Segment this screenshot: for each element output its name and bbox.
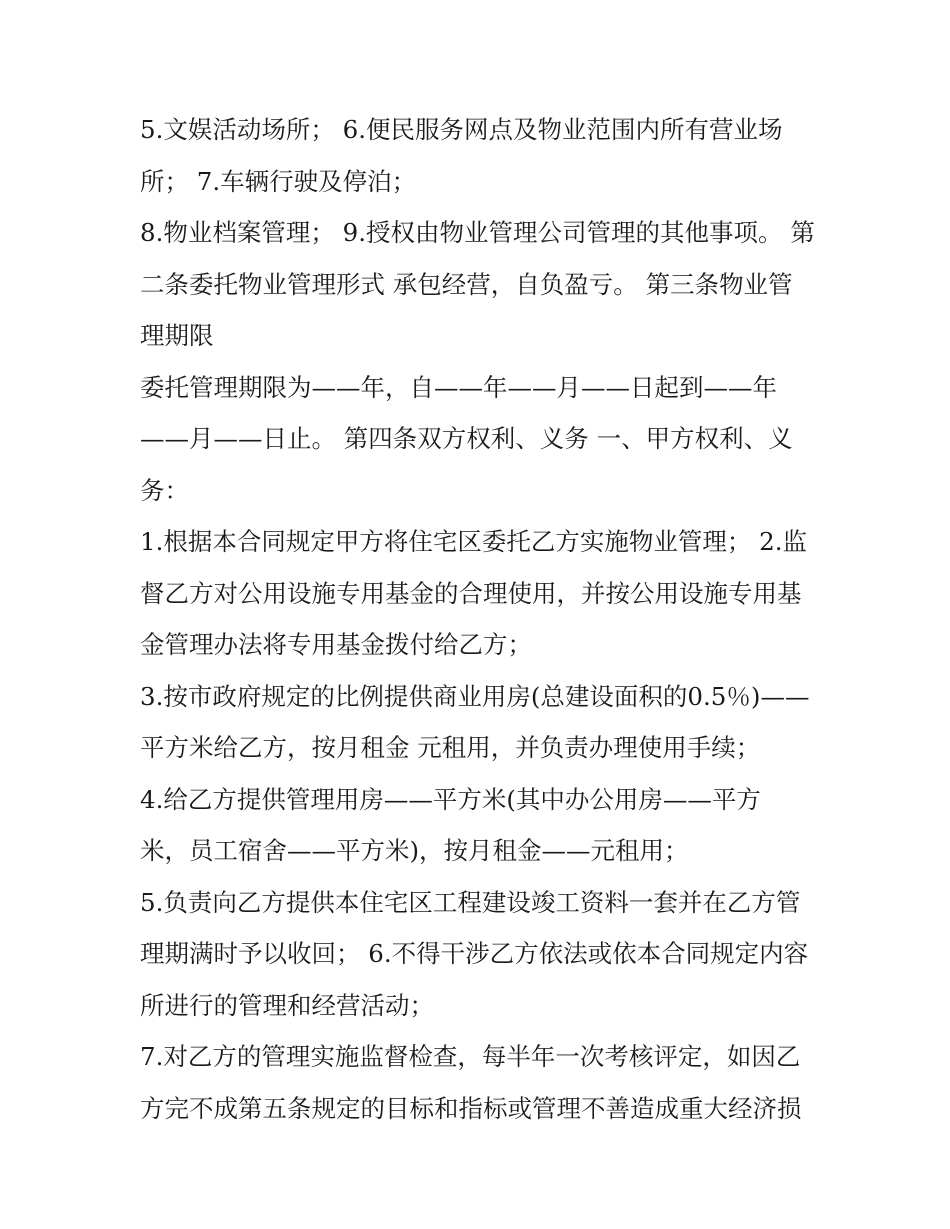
- text-line: 平方米给乙方，按月租金 元租用，并负责办理使用手续；: [140, 733, 761, 762]
- text-line: 理期限: [140, 321, 214, 350]
- text-line: 二条委托物业管理形式 承包经营，自负盈亏。 第三条物业管: [140, 269, 793, 299]
- text-line: ——月——日止。 第四条双方权利、义务 一、甲方权利、义: [140, 424, 793, 453]
- text-line: 金管理办法将专用基金拨付给乙方；: [140, 630, 532, 659]
- document-body: [140, 104, 820, 1134]
- text-line: 7.对乙方的管理实施监督检查，每半年一次考核评定，如因乙: [140, 1042, 801, 1071]
- text-line: 米，员工宿舍——平方米)，按月租金——元租用；: [140, 836, 689, 865]
- text-line: 理期满时予以收回； 6.不得干涉乙方依法或依本合同规定内容: [140, 939, 809, 968]
- text-line: 所进行的管理和经营活动；: [140, 990, 434, 1020]
- text-line: 所； 7.车辆行驶及停泊；: [140, 166, 417, 196]
- text-line: 1.根据本合同规定甲方将住宅区委托乙方实施物业管理； 2.监: [140, 527, 808, 556]
- text-line: 4.给乙方提供管理用房——平方米(其中办公用房——平方: [140, 784, 761, 814]
- text-line: 务：: [140, 475, 189, 505]
- text-line: 8.物业档案管理； 9.授权由物业管理公司管理的其他事项。 第: [140, 218, 815, 247]
- text-line: 3.按市政府规定的比例提供商业用房(总建设面积的0.5％)——: [140, 681, 810, 711]
- text-line: 委托管理期限为——年，自——年——月——日起到——年: [140, 372, 777, 402]
- text-line: 5.负责向乙方提供本住宅区工程建设竣工资料一套并在乙方管: [140, 887, 801, 917]
- text-line: 方完不成第五条规定的目标和指标或管理不善造成重大经济损: [140, 1093, 802, 1123]
- text-line: 督乙方对公用设施专用基金的合理使用，并按公用设施专用基: [140, 578, 802, 608]
- text-line: 5.文娱活动场所； 6.便民服务网点及物业范围内所有营业场: [140, 115, 783, 144]
